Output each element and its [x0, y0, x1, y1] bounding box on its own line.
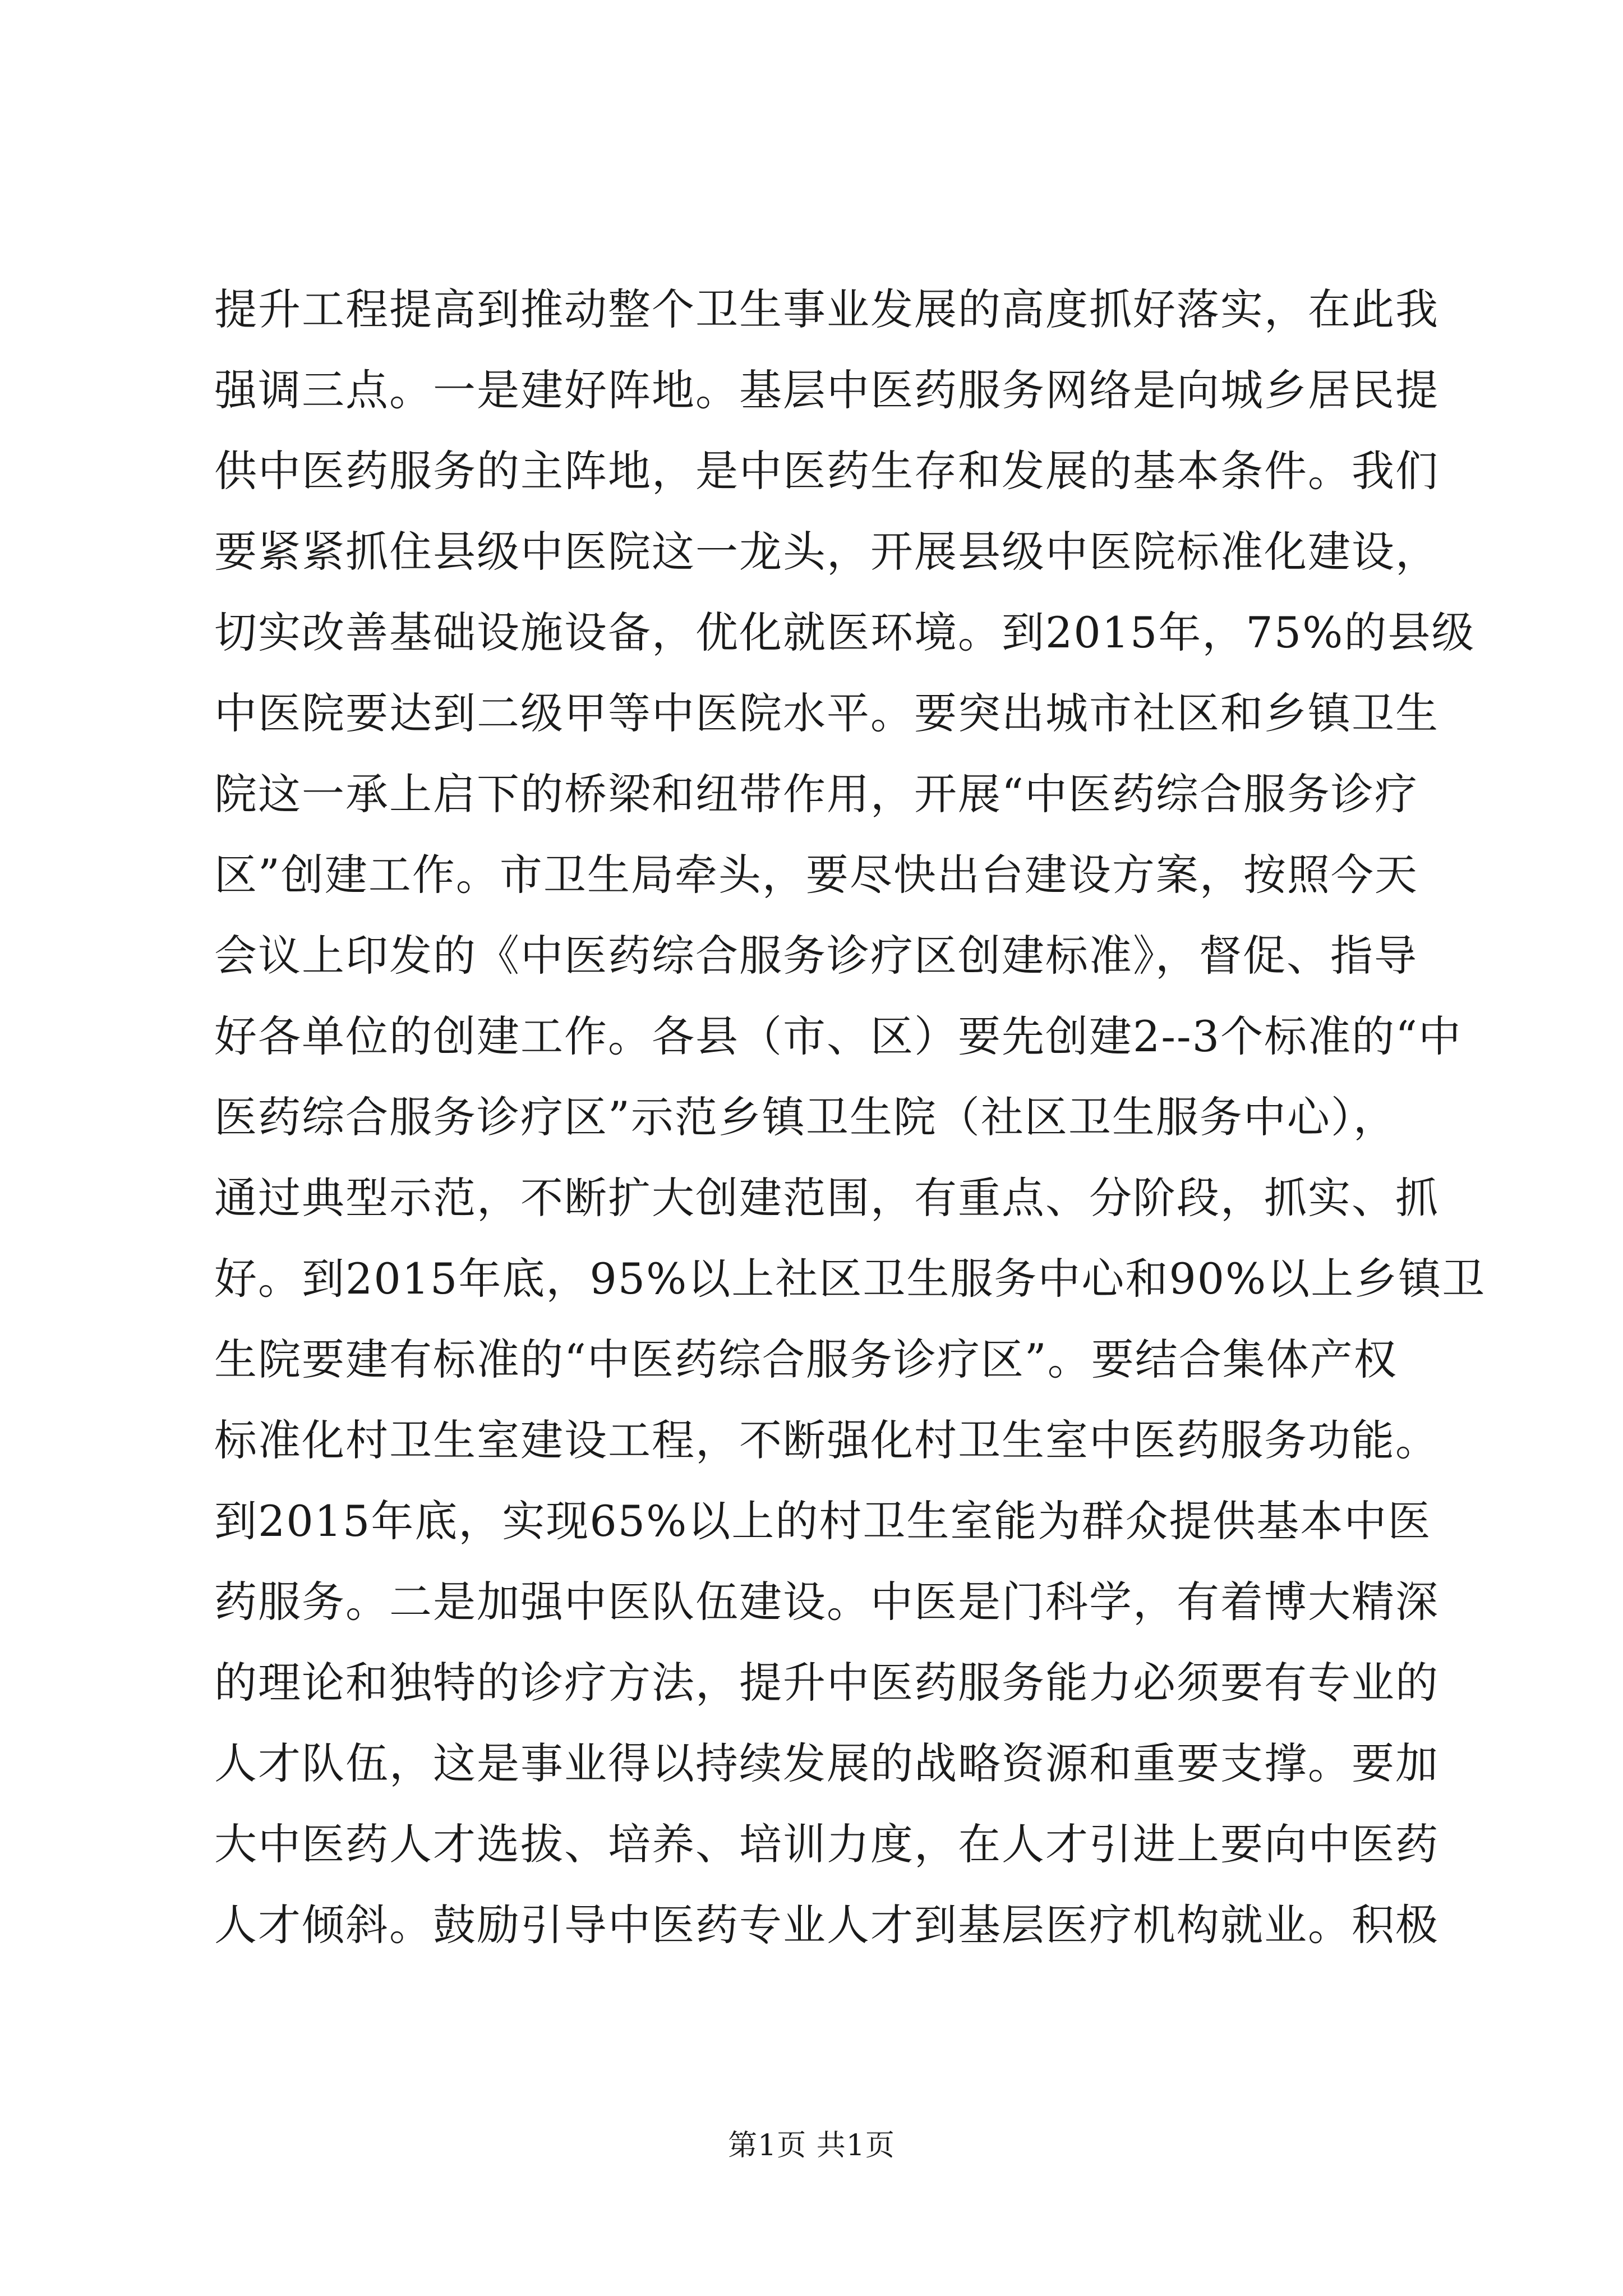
text-line: 好各单位的创建工作。各县（市、区）要先创建2--3个标准的“中	[214, 1011, 1462, 1061]
text-line: 生院要建有标准的“中医药综合服务诊疗区”。要结合集体产权	[214, 1335, 1398, 1384]
text-line: 中医院要达到二级甲等中医院水平。要突出城市社区和乡镇卫生	[214, 688, 1439, 738]
body-text	[214, 269, 1486, 1966]
text-line: 会议上印发的《中医药综合服务诊疗区创建标准》，督促、指导	[214, 931, 1418, 981]
text-line: 切实改善基础设施设备，优化就医环境。到2015年，75%的县级	[214, 608, 1476, 657]
text-line: 人才队伍，这是事业得以持续发展的战略资源和重要支撑。要加	[214, 1738, 1439, 1788]
text-line: 标准化村卫生室建设工程，不断强化村卫生室中医药服务功能。	[214, 1415, 1439, 1465]
text-line: 区”创建工作。市卫生局牵头，要尽快出台建设方案，按照今天	[214, 850, 1418, 900]
text-line: 要紧紧抓住县级中医院这一龙头，开展县级中医院标准化建设，	[214, 527, 1439, 577]
text-line: 好。到2015年底，95%以上社区卫生服务中心和90%以上乡镇卫	[214, 1254, 1486, 1304]
text-line: 的理论和独特的诊疗方法，提升中医药服务能力必须要有专业的	[214, 1658, 1439, 1708]
text-line: 大中医药人才选拔、培养、培训力度，在人才引进上要向中医药	[214, 1819, 1439, 1869]
page-footer	[0, 2126, 1623, 2165]
text-line: 药服务。二是加强中医队伍建设。中医是门科学，有着博大精深	[214, 1577, 1439, 1627]
text-line: 医药综合服务诊疗区”示范乡镇卫生院（社区卫生服务中心），	[214, 1092, 1397, 1142]
text-line: 强调三点。一是建好阵地。基层中医药服务网络是向城乡居民提	[214, 365, 1439, 415]
text-line: 提升工程提高到推动整个卫生事业发展的高度抓好落实，在此我	[214, 284, 1439, 334]
text-line: 供中医药服务的主阵地，是中医药生存和发展的基本条件。我们	[214, 446, 1439, 496]
text-line: 人才倾斜。鼓励引导中医药专业人才到基层医疗机构就业。积极	[214, 1900, 1439, 1950]
text-line: 通过典型示范，不断扩大创建范围，有重点、分阶段，抓实、抓	[214, 1173, 1439, 1223]
text-line: 到2015年底，实现65%以上的村卫生室能为群众提供基本中医	[214, 1496, 1432, 1546]
page-number-label: 第1页 共1页	[728, 2129, 895, 2162]
text-line: 院这一承上启下的桥梁和纽带作用，开展“中医药综合服务诊疗	[214, 769, 1418, 819]
